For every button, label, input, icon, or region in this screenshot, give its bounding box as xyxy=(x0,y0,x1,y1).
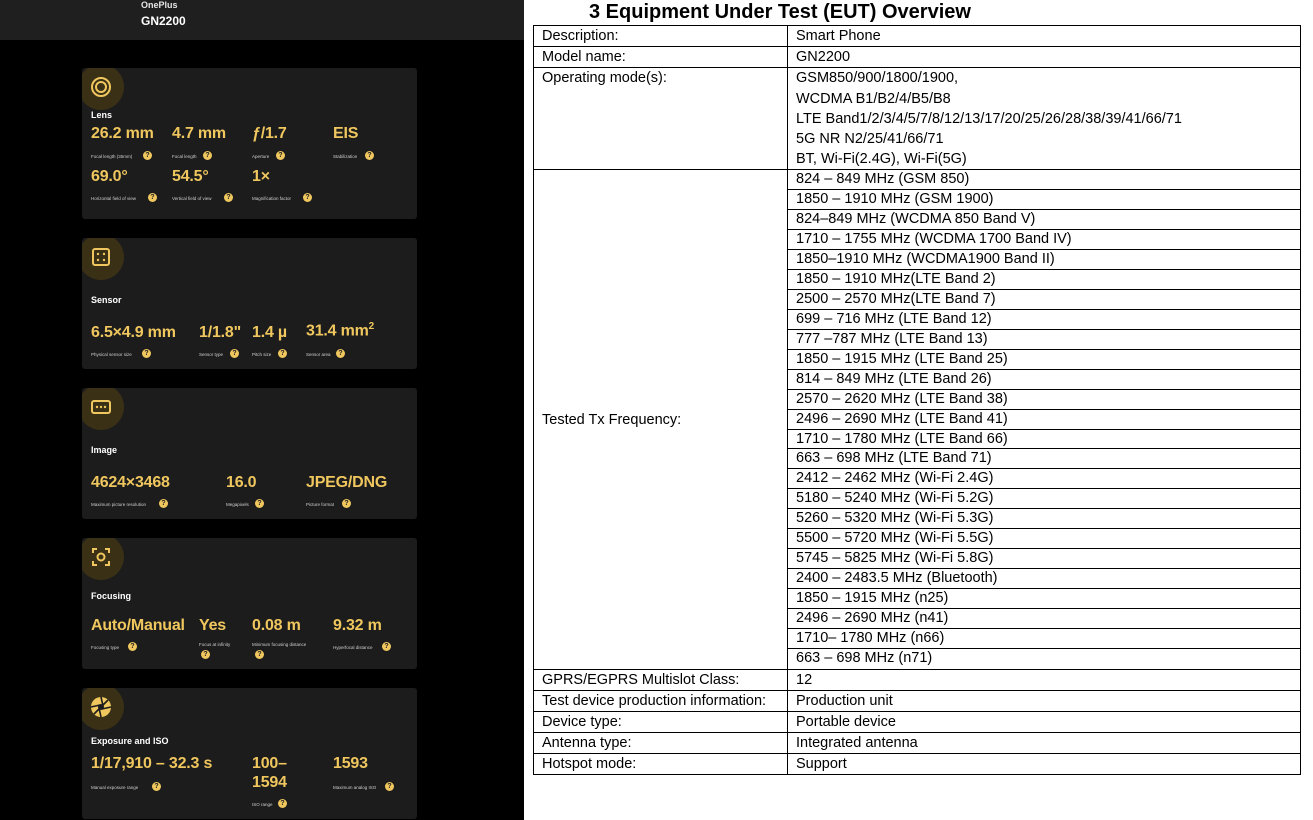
hyperfocal-value: 9.32 m xyxy=(333,617,382,634)
magnification-value: 1× xyxy=(252,168,270,185)
help-icon[interactable]: ? xyxy=(148,193,157,202)
help-icon[interactable]: ? xyxy=(201,650,210,659)
shutter-icon xyxy=(86,692,116,722)
infinity-label: Focus at infinity xyxy=(199,642,231,647)
device-header xyxy=(0,0,524,40)
operating-modes-key: Operating mode(s): xyxy=(534,68,788,170)
operating-mode-line: WCDMA B1/B2/4/B5/B8 xyxy=(796,90,951,107)
focus-icon xyxy=(86,542,116,572)
table-row xyxy=(534,26,1301,47)
hotspot-key: Hotspot mode: xyxy=(534,753,788,774)
hotspot-value: Support xyxy=(788,753,1301,774)
frequency-item: 1850 – 1910 MHz (GSM 1900) xyxy=(788,190,1300,210)
frequency-item: 5180 – 5240 MHz (Wi-Fi 5.2G) xyxy=(788,489,1300,509)
operating-mode-line: LTE Band1/2/3/4/5/7/8/12/13/17/20/25/26/28/38/39/41/66/71 xyxy=(796,110,1182,127)
help-icon[interactable]: ? xyxy=(336,349,345,358)
model-name-value: GN2200 xyxy=(788,47,1301,68)
hfov-value: 69.0° xyxy=(91,168,128,185)
sensor-size-label: Physical sensor size xyxy=(91,352,132,357)
frequency-item: 1710 – 1780 MHz (LTE Band 66) xyxy=(788,430,1300,450)
frequency-item: 814 – 849 MHz (LTE Band 26) xyxy=(788,370,1300,390)
hfov-label: Horizontal field of view xyxy=(91,196,137,201)
focusing-title: Focusing xyxy=(91,591,131,601)
help-icon[interactable]: ? xyxy=(142,349,151,358)
table-row xyxy=(534,690,1301,711)
sensor-area-value: 31.4 $mm^2$ xyxy=(306,321,375,340)
min-focus-value: 0.08 m xyxy=(252,617,301,634)
sensor-icon xyxy=(86,242,116,272)
exposure-title: Exposure and ISO xyxy=(91,736,169,746)
device-type-value: Portable device xyxy=(788,711,1301,732)
table-row xyxy=(534,68,1301,170)
frequency-item: 2496 – 2690 MHz (n41) xyxy=(788,609,1300,629)
iso-range-label: ISO range xyxy=(252,802,273,807)
antenna-key: Antenna type: xyxy=(534,732,788,753)
tx-frequency-list xyxy=(788,170,1301,669)
help-icon[interactable]: ? xyxy=(128,642,137,651)
help-icon[interactable]: ? xyxy=(342,499,351,508)
frequency-item: 1710– 1780 MHz (n66) xyxy=(788,629,1300,649)
resolution-label: Maximum picture resolution xyxy=(91,502,147,507)
frequency-item: 1850–1910 MHz (WCDMA1900 Band II) xyxy=(788,250,1300,270)
help-icon[interactable]: ? xyxy=(365,151,374,160)
help-icon[interactable]: ? xyxy=(303,193,312,202)
production-key: Test device production information: xyxy=(534,690,788,711)
magnification-label: Magnification factor xyxy=(252,196,292,201)
sensor-card xyxy=(82,238,417,369)
format-value: JPEG/DNG xyxy=(306,474,388,491)
image-title: Image xyxy=(91,445,118,455)
help-icon[interactable]: ? xyxy=(230,349,239,358)
sensor-type-value: 1/1.8" xyxy=(199,324,241,341)
image-icon xyxy=(86,392,116,422)
pitch-value: 1.4 µ xyxy=(252,324,287,341)
sensor-size-value: 6.5×4.9 mm xyxy=(91,324,176,341)
table-row xyxy=(534,170,1301,669)
help-icon[interactable]: ? xyxy=(159,499,168,508)
production-value: Production unit xyxy=(788,690,1301,711)
operating-mode-line: GSM850/900/1800/1900, xyxy=(796,70,959,87)
description-value: Smart Phone xyxy=(788,26,1301,47)
frequency-item: 663 – 698 MHz (LTE Band 71) xyxy=(788,449,1300,469)
exposure-card xyxy=(82,688,417,819)
help-icon[interactable]: ? xyxy=(382,642,391,651)
focal-length-value: 26.2 mm xyxy=(91,125,154,142)
frequency-item: 2412 – 2462 MHz (Wi-Fi 2.4G) xyxy=(788,469,1300,489)
iso-range-line1: 100– xyxy=(252,755,287,772)
resolution-value: 4624×3468 xyxy=(91,474,170,491)
focusing-card xyxy=(82,538,417,669)
format-label: Picture format xyxy=(306,502,335,507)
operating-mode-line: BT, Wi-Fi(2.4G), Wi-Fi(5G) xyxy=(796,151,967,168)
help-icon[interactable]: ? xyxy=(203,151,212,160)
stabilization-value: EIS xyxy=(333,125,359,142)
help-icon[interactable]: ? xyxy=(255,499,264,508)
megapixels-label: Megapixels xyxy=(226,502,249,507)
exposure-range-label: Manual exposure range xyxy=(91,785,139,790)
vfov-label: Vertical field of view xyxy=(172,196,212,201)
description-key: Description: xyxy=(534,26,788,47)
max-iso-value: 1593 xyxy=(333,755,368,772)
help-icon[interactable]: ? xyxy=(385,782,394,791)
hyperfocal-label: Hyperfocal distance xyxy=(333,645,373,650)
aperture-value: ƒ/1.7 xyxy=(252,125,287,142)
camera-spec-panel xyxy=(0,0,524,820)
lens-card xyxy=(82,68,417,219)
operating-mode-line: 5G NR N2/25/41/66/71 xyxy=(796,130,944,147)
frequency-item: 2500 – 2570 MHz(LTE Band 7) xyxy=(788,290,1300,310)
table-row xyxy=(534,47,1301,68)
max-iso-label: Maximum analog ISO xyxy=(333,785,377,790)
frequency-item: 1710 – 1755 MHz (WCDMA 1700 Band IV) xyxy=(788,230,1300,250)
frequency-item: 2496 – 2690 MHz (LTE Band 41) xyxy=(788,410,1300,430)
exposure-range-value: 1/17,910 – 32.3 s xyxy=(91,755,213,772)
antenna-value: Integrated antenna xyxy=(788,732,1301,753)
operating-modes-value xyxy=(788,68,1301,170)
lens-icon xyxy=(86,72,116,102)
frequency-item: 824–849 MHz (WCDMA 850 Band V) xyxy=(788,210,1300,230)
frequency-item: 777 –787 MHz (LTE Band 13) xyxy=(788,330,1300,350)
frequency-item: 2570 – 2620 MHz (LTE Band 38) xyxy=(788,390,1300,410)
sensor-type-label: Sensor type xyxy=(199,352,224,357)
frequency-item: 5260 – 5320 MHz (Wi-Fi 5.3G) xyxy=(788,509,1300,529)
gprs-key: GPRS/EGPRS Multislot Class: xyxy=(534,669,788,690)
eut-overview-table xyxy=(533,25,1301,775)
frequency-item: 5500 – 5720 MHz (Wi-Fi 5.5G) xyxy=(788,529,1300,549)
help-icon[interactable]: ? xyxy=(143,151,152,160)
help-icon[interactable]: ? xyxy=(278,799,287,808)
table-row xyxy=(534,753,1301,774)
tx-frequency-key: Tested Tx Frequency: xyxy=(534,170,788,669)
document-heading: 3 Equipment Under Test (EUT) Overview xyxy=(589,1,971,23)
focusing-type-value: Auto/Manual xyxy=(91,617,185,634)
table-row xyxy=(534,732,1301,753)
lens-title: Lens xyxy=(91,110,113,120)
help-icon[interactable]: ? xyxy=(224,193,233,202)
device-brand: OnePlus xyxy=(141,0,178,10)
image-card xyxy=(82,388,417,519)
focal-length-label: Focal length (35mm) xyxy=(91,154,133,159)
focal-length-raw-label: Focal length xyxy=(172,154,197,159)
frequency-item: 1850 – 1915 MHz (LTE Band 25) xyxy=(788,350,1300,370)
frequency-item: 1850 – 1915 MHz (n25) xyxy=(788,589,1300,609)
infinity-value: Yes xyxy=(199,617,226,634)
device-model: GN2200 xyxy=(141,14,186,28)
help-icon[interactable]: ? xyxy=(278,349,287,358)
help-icon[interactable]: ? xyxy=(255,650,264,659)
frequency-item: 5745 – 5825 MHz (Wi-Fi 5.8G) xyxy=(788,549,1300,569)
sensor-title: Sensor xyxy=(91,295,122,305)
frequency-item: 1850 – 1910 MHz(LTE Band 2) xyxy=(788,270,1300,290)
megapixels-value: 16.0 xyxy=(226,474,257,491)
sensor-area-label: Sensor area xyxy=(306,352,331,357)
table-row xyxy=(534,669,1301,690)
model-name-key: Model name: xyxy=(534,47,788,68)
min-focus-label: Minimum focusing distance xyxy=(252,642,307,647)
frequency-item: 824 – 849 MHz (GSM 850) xyxy=(788,170,1300,190)
stabilization-label: Stabilization xyxy=(333,154,358,159)
help-icon[interactable]: ? xyxy=(152,782,161,791)
frequency-item: 2400 – 2483.5 MHz (Bluetooth) xyxy=(788,569,1300,589)
device-type-key: Device type: xyxy=(534,711,788,732)
table-row xyxy=(534,711,1301,732)
aperture-label: Aperture xyxy=(252,154,270,159)
vfov-value: 54.5° xyxy=(172,168,209,185)
focal-length-raw-value: 4.7 mm xyxy=(172,125,226,142)
frequency-item: 699 – 716 MHz (LTE Band 12) xyxy=(788,310,1300,330)
help-icon[interactable]: ? xyxy=(276,151,285,160)
frequency-item: 663 – 698 MHz (n71) xyxy=(796,649,933,666)
pitch-label: Pitch size xyxy=(252,352,272,357)
gprs-value: 12 xyxy=(788,669,1301,690)
focusing-type-label: Focusing type xyxy=(91,645,120,650)
iso-range-line2: 1594 xyxy=(252,774,287,791)
